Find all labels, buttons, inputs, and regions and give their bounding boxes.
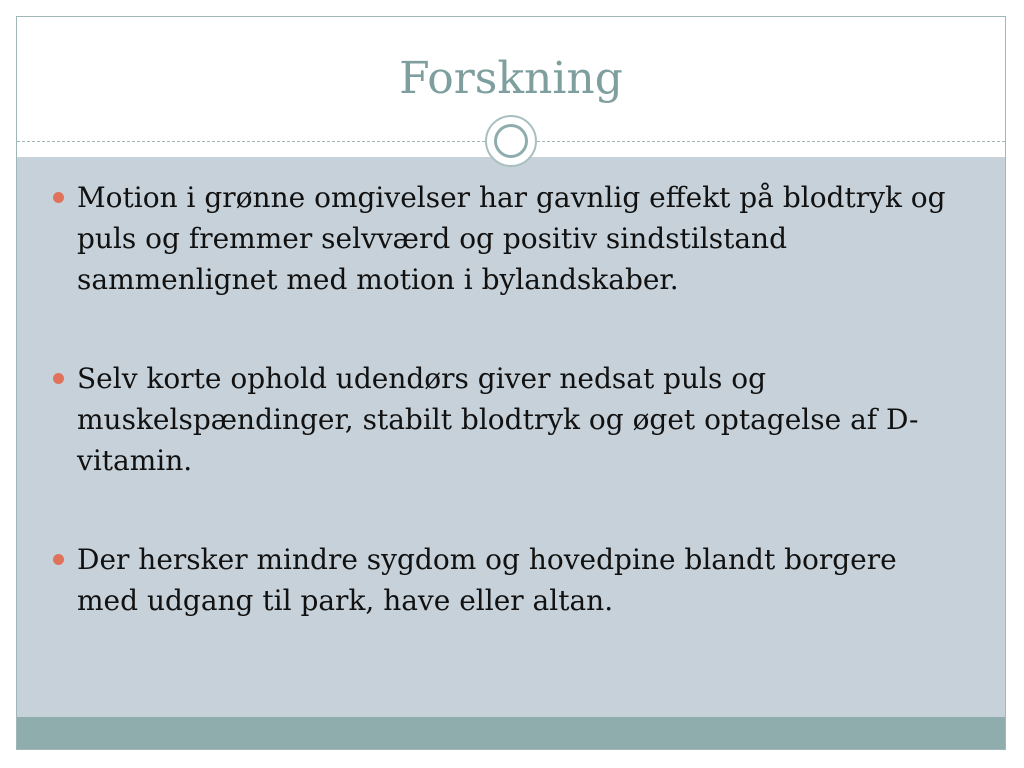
- ring-ornament-inner: [494, 124, 528, 158]
- bullet-item: [53, 177, 953, 300]
- slide-title: Forskning: [399, 53, 623, 104]
- bullet-text: Motion i grønne omgivelser har gavnlig effekt på blodtryk og puls og fremmer selvværd og positiv sindstilstand sammenlignet med motion i bylandskaber.: [77, 181, 946, 296]
- bullet-text: Selv korte ophold udendørs giver nedsat puls og muskelspændinger, stabilt blodtryk og øget optagelse af D-vitamin.: [77, 362, 919, 477]
- bullet-item: [53, 539, 953, 621]
- bullet-text: Der hersker mindre sygdom og hovedpine blandt borgere med udgang til park, have eller altan.: [77, 543, 897, 617]
- bullet-icon: [53, 373, 64, 384]
- slide: [16, 16, 1006, 750]
- bullet-item: [53, 358, 953, 481]
- bullet-icon: [53, 192, 64, 203]
- footer-band: [17, 717, 1005, 750]
- bullet-icon: [53, 554, 64, 565]
- ring-ornament-icon: [485, 115, 537, 167]
- bullet-list: [53, 177, 953, 621]
